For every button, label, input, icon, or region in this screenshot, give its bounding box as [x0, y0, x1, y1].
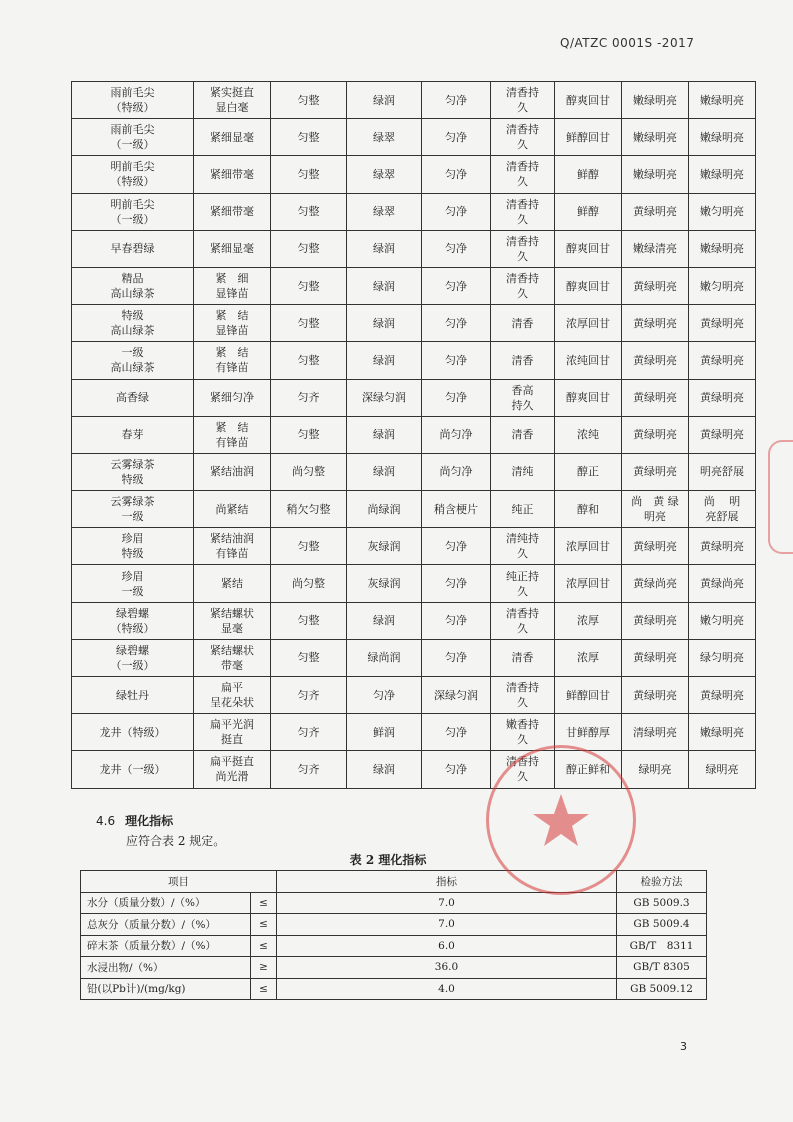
- table-cell: 扁平挺直 尚光滑: [194, 751, 271, 788]
- table-cell: 匀齐: [271, 714, 347, 751]
- physchem-table-body: [81, 892, 707, 1000]
- table-cell: 清香持 久: [491, 193, 555, 230]
- table-cell: 黄绿明亮: [689, 416, 756, 453]
- table-cell: 匀整: [271, 230, 347, 267]
- table-cell: 醇爽回甘: [555, 267, 622, 304]
- table2-value-cell: 4.0: [277, 978, 617, 1000]
- table-cell: 绿明亮: [622, 751, 689, 788]
- table-cell: 匀整: [271, 267, 347, 304]
- table-cell: 鲜醇回甘: [555, 677, 622, 714]
- table-cell: 紧 结 有锋苗: [194, 416, 271, 453]
- table-row: [72, 602, 756, 639]
- table2-value-cell: 7.0: [277, 892, 617, 914]
- table-cell: 匀齐: [271, 751, 347, 788]
- table-cell: 浓纯回甘: [555, 342, 622, 379]
- table-cell: 浓纯: [555, 416, 622, 453]
- section-body: 应符合表 2 规定。: [126, 834, 226, 848]
- table-cell: 匀整: [271, 193, 347, 230]
- table-cell: 紧细带毫: [194, 156, 271, 193]
- table-cell: 绿润: [347, 602, 422, 639]
- table-row: [81, 892, 707, 914]
- table-cell: 浓厚回甘: [555, 528, 622, 565]
- table-cell: 匀整: [271, 602, 347, 639]
- table-cell: 特级 高山绿茶: [72, 305, 194, 342]
- table-cell: 醇正: [555, 453, 622, 490]
- table-cell: 匀净: [422, 751, 491, 788]
- table-cell: 匀净: [422, 119, 491, 156]
- table-cell: 灰绿润: [347, 565, 422, 602]
- table-cell: 绿碧螺 （一级）: [72, 639, 194, 676]
- table2-caption: 表 2 理化指标: [349, 853, 427, 867]
- table-cell: 鲜醇: [555, 156, 622, 193]
- table-cell: 匀净: [422, 602, 491, 639]
- section-number: 4.6: [96, 814, 116, 828]
- table-cell: 明前毛尖 （一级）: [72, 193, 194, 230]
- table-cell: 绿润: [347, 453, 422, 490]
- table-row: [72, 453, 756, 490]
- table-cell: 黄绿明亮: [689, 528, 756, 565]
- table-cell: 云雾绿茶 一级: [72, 491, 194, 528]
- table-row: [81, 978, 707, 1000]
- table-cell: 紧细显毫: [194, 230, 271, 267]
- table-cell: 清香持 久: [491, 82, 555, 119]
- table-cell: 醇爽回甘: [555, 379, 622, 416]
- table2-item-cell: 水分（质量分数）/（%）: [81, 892, 251, 914]
- table2-header-row: [81, 871, 707, 893]
- table-cell: 匀净: [422, 230, 491, 267]
- table-cell: 匀齐: [271, 379, 347, 416]
- section-title: 理化指标: [125, 814, 174, 828]
- table-cell: 紧结油润: [194, 453, 271, 490]
- table-cell: 嫩绿明亮: [689, 714, 756, 751]
- table-cell: 深绿匀润: [422, 677, 491, 714]
- table-cell: 黄绿明亮: [622, 305, 689, 342]
- table-cell: 明前毛尖 （特级）: [72, 156, 194, 193]
- page-number: 3: [680, 1040, 687, 1053]
- table-cell: 绿润: [347, 305, 422, 342]
- table-cell: 黄绿明亮: [622, 639, 689, 676]
- table-row: [72, 751, 756, 788]
- physchem-table: [80, 870, 707, 1000]
- table-cell: 浓厚: [555, 602, 622, 639]
- table-cell: 绿润: [347, 82, 422, 119]
- table-cell: 匀齐: [271, 677, 347, 714]
- table-cell: 尚 明 亮舒展: [689, 491, 756, 528]
- table-cell: 龙井（一级）: [72, 751, 194, 788]
- table-cell: 匀整: [271, 156, 347, 193]
- table-cell: 黄绿明亮: [689, 677, 756, 714]
- table-cell: 黄绿明亮: [622, 267, 689, 304]
- table-cell: 明亮舒展: [689, 453, 756, 490]
- table-cell: 醇爽回甘: [555, 82, 622, 119]
- table-cell: 绿翠: [347, 156, 422, 193]
- table-cell: 稍含梗片: [422, 491, 491, 528]
- table-row: [72, 677, 756, 714]
- table-cell: 尚匀净: [422, 416, 491, 453]
- table-cell: 尚 黄 绿 明亮: [622, 491, 689, 528]
- table-cell: 尚绿润: [347, 491, 422, 528]
- table-cell: 黄绿明亮: [689, 305, 756, 342]
- table-row: [72, 379, 756, 416]
- table2-item-cell: 总灰分（质量分数）/（%）: [81, 914, 251, 936]
- table-cell: 纯正: [491, 491, 555, 528]
- table-cell: 清香: [491, 305, 555, 342]
- table-row: [72, 267, 756, 304]
- table-cell: 醇正鲜和: [555, 751, 622, 788]
- table-cell: 一级 高山绿茶: [72, 342, 194, 379]
- table-cell: 尚匀整: [271, 565, 347, 602]
- table-cell: 紧 结 有锋苗: [194, 342, 271, 379]
- table-cell: 扁平光润 挺直: [194, 714, 271, 751]
- table-cell: 黄绿尚亮: [622, 565, 689, 602]
- header-value: 指标: [277, 871, 617, 893]
- grade-table: [71, 81, 756, 789]
- header-item: 项目: [81, 871, 277, 893]
- table-cell: 黄绿明亮: [622, 342, 689, 379]
- table-cell: 雨前毛尖 （一级）: [72, 119, 194, 156]
- table-cell: 绿匀明亮: [689, 639, 756, 676]
- table-cell: 匀净: [422, 714, 491, 751]
- table-cell: 嫩绿明亮: [689, 230, 756, 267]
- table2-item-cell: 碎末茶（质量分数）/（%）: [81, 935, 251, 957]
- table-cell: 嫩匀明亮: [689, 267, 756, 304]
- table2-op-cell: ≤: [251, 914, 277, 936]
- table2-item-cell: 水浸出物/（%）: [81, 957, 251, 979]
- table-cell: 黄绿明亮: [622, 416, 689, 453]
- table-cell: 稍欠匀整: [271, 491, 347, 528]
- table-cell: 绿翠: [347, 119, 422, 156]
- table-cell: 尚紧结: [194, 491, 271, 528]
- table-cell: 清香持 久: [491, 156, 555, 193]
- table-cell: 匀净: [422, 379, 491, 416]
- table-cell: 灰绿润: [347, 528, 422, 565]
- table-row: [72, 714, 756, 751]
- section-heading: [96, 812, 173, 829]
- table-row: [72, 230, 756, 267]
- table-cell: 清香持 久: [491, 602, 555, 639]
- table-cell: 清香持 久: [491, 230, 555, 267]
- table-cell: 匀整: [271, 82, 347, 119]
- table-cell: 绿润: [347, 342, 422, 379]
- table-cell: 醇和: [555, 491, 622, 528]
- table2-method-cell: GB 5009.3: [617, 892, 707, 914]
- table-cell: 紧结油润 有锋苗: [194, 528, 271, 565]
- table-cell: 清香持 久: [491, 119, 555, 156]
- table-cell: 绿翠: [347, 193, 422, 230]
- table-cell: 龙井（特级）: [72, 714, 194, 751]
- table-cell: 早春碧绿: [72, 230, 194, 267]
- table-cell: 纯正持 久: [491, 565, 555, 602]
- table-cell: 匀整: [271, 342, 347, 379]
- table-cell: 浓厚回甘: [555, 305, 622, 342]
- table-cell: 匀整: [271, 416, 347, 453]
- table-cell: 浓厚: [555, 639, 622, 676]
- table-cell: 清纯: [491, 453, 555, 490]
- table-cell: 尚匀整: [271, 453, 347, 490]
- header-method: 检验方法: [617, 871, 707, 893]
- table2-op-cell: ≤: [251, 978, 277, 1000]
- table-cell: 紧结螺状 带毫: [194, 639, 271, 676]
- table-cell: 鲜醇回甘: [555, 119, 622, 156]
- table-cell: 紧细匀净: [194, 379, 271, 416]
- table2-op-cell: ≤: [251, 892, 277, 914]
- document-code: Q/ATZC 0001S -2017: [560, 36, 695, 50]
- table2-method-cell: GB/T 8305: [617, 957, 707, 979]
- table-cell: 匀净: [422, 156, 491, 193]
- table-cell: 匀整: [271, 639, 347, 676]
- table-cell: 匀净: [422, 267, 491, 304]
- table-cell: 黄绿明亮: [622, 528, 689, 565]
- table-cell: 嫩绿明亮: [689, 82, 756, 119]
- table-cell: 紧 结 显锋苗: [194, 305, 271, 342]
- table-row: [81, 957, 707, 979]
- table-cell: 嫩绿明亮: [689, 156, 756, 193]
- table-cell: 雨前毛尖 （特级）: [72, 82, 194, 119]
- table-cell: 绿碧螺 （特级）: [72, 602, 194, 639]
- table-row: [72, 491, 756, 528]
- table-row: [72, 305, 756, 342]
- edge-seal-stamp: [768, 440, 793, 554]
- table2-value-cell: 7.0: [277, 914, 617, 936]
- table2-method-cell: GB/T 8311: [617, 935, 707, 957]
- table-cell: 清香持 久: [491, 677, 555, 714]
- table-cell: 嫩香持 久: [491, 714, 555, 751]
- table-cell: 珍眉 一级: [72, 565, 194, 602]
- table-row: [72, 565, 756, 602]
- table-cell: 嫩绿明亮: [689, 119, 756, 156]
- table-cell: 黄绿明亮: [622, 677, 689, 714]
- table-cell: 珍眉 特级: [72, 528, 194, 565]
- table-cell: 紧结螺状 显毫: [194, 602, 271, 639]
- table-cell: 清香持 久: [491, 751, 555, 788]
- table2-item-cell: 铅(以Pb计)/(mg/kg): [81, 978, 251, 1000]
- table-cell: 匀净: [422, 528, 491, 565]
- table-cell: 鲜润: [347, 714, 422, 751]
- table2-value-cell: 36.0: [277, 957, 617, 979]
- table2-value-cell: 6.0: [277, 935, 617, 957]
- table-cell: 紧结: [194, 565, 271, 602]
- table-cell: 匀净: [422, 193, 491, 230]
- table-cell: 清香持 久: [491, 267, 555, 304]
- table-row: [72, 156, 756, 193]
- table-cell: 清香: [491, 416, 555, 453]
- table-cell: 匀整: [271, 528, 347, 565]
- table-cell: 清绿明亮: [622, 714, 689, 751]
- grade-table-body: [72, 82, 756, 789]
- table-cell: 绿润: [347, 751, 422, 788]
- table-cell: 绿润: [347, 267, 422, 304]
- table-cell: 绿润: [347, 416, 422, 453]
- table-cell: 尚匀净: [422, 453, 491, 490]
- table-cell: 黄绿明亮: [622, 453, 689, 490]
- table-cell: 绿润: [347, 230, 422, 267]
- table-row: [81, 914, 707, 936]
- table-cell: 云雾绿茶 特级: [72, 453, 194, 490]
- table2-method-cell: GB 5009.4: [617, 914, 707, 936]
- table-cell: 黄绿明亮: [622, 193, 689, 230]
- table-cell: 甘鲜醇厚: [555, 714, 622, 751]
- table2-op-cell: ≥: [251, 957, 277, 979]
- table-cell: 醇爽回甘: [555, 230, 622, 267]
- table-cell: 清纯持 久: [491, 528, 555, 565]
- table-cell: 匀净: [422, 82, 491, 119]
- table-cell: 香高 持久: [491, 379, 555, 416]
- table-cell: 春芽: [72, 416, 194, 453]
- table-cell: 精品 高山绿茶: [72, 267, 194, 304]
- table2-method-cell: GB 5009.12: [617, 978, 707, 1000]
- table-cell: 绿明亮: [689, 751, 756, 788]
- table-cell: 匀整: [271, 119, 347, 156]
- table-cell: 黄绿尚亮: [689, 565, 756, 602]
- table-cell: 黄绿明亮: [622, 602, 689, 639]
- table-row: [72, 119, 756, 156]
- table-row: [72, 193, 756, 230]
- table-cell: 高香绿: [72, 379, 194, 416]
- table-cell: 扁平 呈花朵状: [194, 677, 271, 714]
- table-cell: 深绿匀润: [347, 379, 422, 416]
- table-cell: 紧细显毫: [194, 119, 271, 156]
- table-cell: 嫩绿明亮: [622, 82, 689, 119]
- table-cell: 嫩绿明亮: [622, 156, 689, 193]
- table-row: [72, 528, 756, 565]
- table-cell: 嫩绿清亮: [622, 230, 689, 267]
- table-cell: 绿尚润: [347, 639, 422, 676]
- table-cell: 嫩匀明亮: [689, 193, 756, 230]
- table-row: [72, 416, 756, 453]
- table-cell: 鲜醇: [555, 193, 622, 230]
- table-cell: 匀净: [347, 677, 422, 714]
- table2-op-cell: ≤: [251, 935, 277, 957]
- table-cell: 紧 细 显锋苗: [194, 267, 271, 304]
- table-cell: 匀净: [422, 639, 491, 676]
- table-cell: 清香: [491, 639, 555, 676]
- table-row: [72, 639, 756, 676]
- table-cell: 清香: [491, 342, 555, 379]
- table-cell: 匀净: [422, 565, 491, 602]
- table-cell: 紧实挺直 显白毫: [194, 82, 271, 119]
- table-cell: 黄绿明亮: [689, 342, 756, 379]
- table-row: [81, 935, 707, 957]
- table-cell: 匀净: [422, 305, 491, 342]
- table-row: [72, 342, 756, 379]
- table-cell: 嫩匀明亮: [689, 602, 756, 639]
- table-cell: 匀净: [422, 342, 491, 379]
- table-cell: 绿牡丹: [72, 677, 194, 714]
- table-cell: 匀整: [271, 305, 347, 342]
- table-cell: 黄绿明亮: [622, 379, 689, 416]
- table-row: [72, 82, 756, 119]
- table-cell: 紧细带毫: [194, 193, 271, 230]
- table-cell: 浓厚回甘: [555, 565, 622, 602]
- table-cell: 嫩绿明亮: [622, 119, 689, 156]
- table-cell: 黄绿明亮: [689, 379, 756, 416]
